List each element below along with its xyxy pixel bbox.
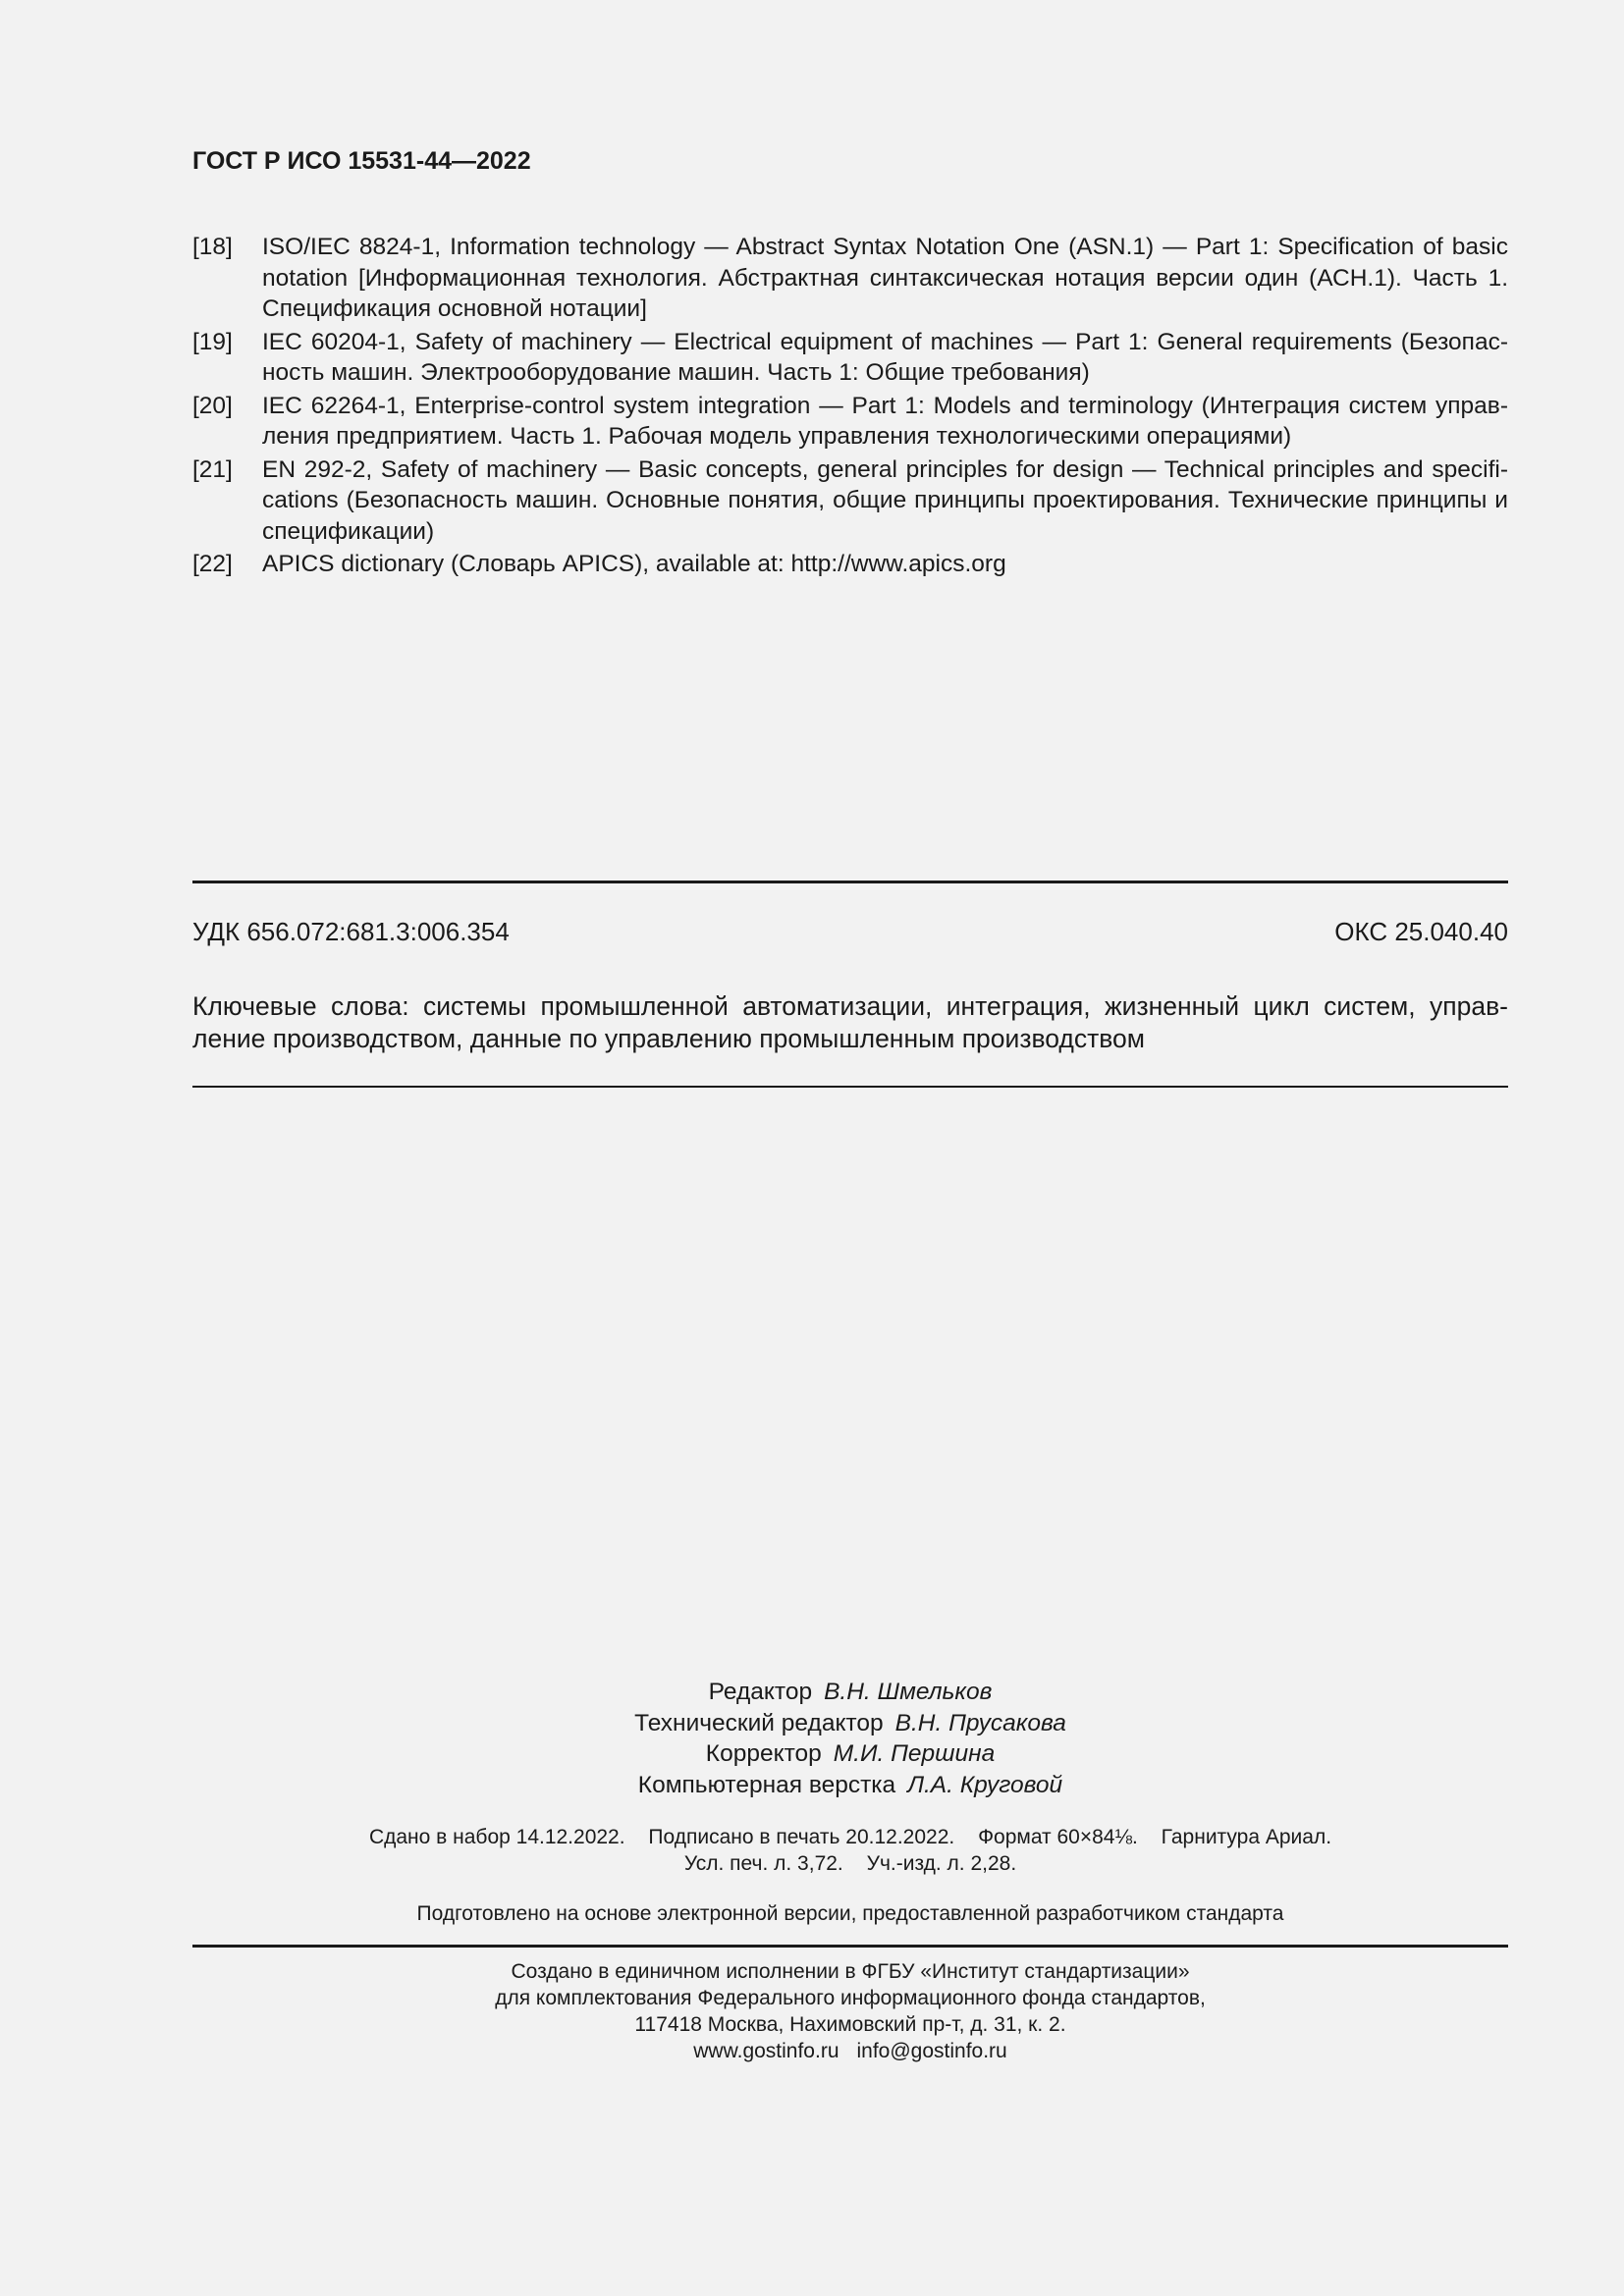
reference-text: IEC 62264-1, Enterprise-control system integration — Part 1: Models and terminology (Интеграция систем управления предприятием. Часть 1. Рабочая модель управления технологическими операциями) [262,392,1508,450]
keywords: Ключевые слова: системы промышленной автоматизации, интеграция, жизненный цикл систем, управление производством, данные по управлению промышленным производством [192,991,1508,1053]
staff-line [192,1677,1508,1708]
oks-code: ОКС 25.040.40 [1334,917,1508,946]
staff-role: Корректор [705,1740,822,1767]
staff-person: М.И. Першина [833,1740,996,1767]
reference-text: EN 292-2, Safety of machinery — Basic concepts, general principles for design — Technical principles and specifications (Безопасность машин. Основные понятия, общие принципы проектирования. Технические принципы и спецификации) [262,455,1508,545]
document-code: ГОСТ Р ИСО 15531-44—2022 [192,147,531,175]
staff-line [192,1738,1508,1770]
email-link[interactable]: info@gostinfo.ru [856,2040,1007,2062]
prepared-note: Подготовлено на основе электронной версии, предоставленной разработчиком стандарта [416,1902,1284,1925]
publisher-address: 117418 Москва, Нахимовский пр-т, д. 31, к. 2. [634,2013,1066,2036]
typeface: Гарнитура Ариал. [1161,1826,1332,1848]
publisher-line: Создано в единичном исполнении в ФГБУ «Институт стандартизации» [511,1960,1190,1983]
publisher-contacts [192,2038,1508,2064]
staff-line [192,1770,1508,1801]
reference-number: [20] [192,392,233,419]
print-details-line [192,1824,1508,1850]
reference-text: APICS dictionary (Словарь APICS), available at: http://www.apics.org [262,551,1006,577]
paper-format: Формат 60×84⅛. [978,1826,1138,1848]
staff-line [192,1708,1508,1739]
reference-number: [22] [192,551,233,577]
reference-item [192,391,1508,453]
reference-item [192,454,1508,548]
submitted-date: Сдано в набор 14.12.2022. [368,1826,625,1848]
reference-text: IEC 60204-1, Safety of machinery — Electrical equipment of machines — Part 1: General requirements (Безопасность машин. Электрооборудование машин. Часть 1: Общие требования) [262,328,1508,386]
staff-person: В.Н. Прусакова [894,1709,1066,1736]
staff-role: Компьютерная верстка [637,1771,896,1798]
print-details-line [192,1850,1508,1877]
publication-sheets: Уч.-изд. л. 2,28. [866,1852,1017,1875]
bibliography-list [192,232,1508,582]
staff-person: Л.А. Круговой [907,1771,1063,1798]
divider-top [192,881,1508,883]
classification-row [192,917,1508,947]
reference-item [192,549,1508,580]
divider-keywords [192,1086,1508,1088]
print-details [192,1824,1508,1877]
publisher-info [192,1958,1508,2064]
staff-credits [192,1677,1508,1800]
divider-bottom [192,1945,1508,1948]
staff-person: В.Н. Шмельков [824,1679,993,1705]
reference-number: [21] [192,455,233,483]
reference-text: ISO/IEC 8824-1, Information technology — Abstract Syntax Notation One (ASN.1) — Part 1: Specification of basic notation [Информационная технология. Абстрактная синтаксическая нотация версии один (АСН.1). Часть 1. Спецификация основной нотации] [262,234,1508,322]
udk-code: УДК 656.072:681.3:006.354 [192,917,510,946]
print-sheets: Усл. печ. л. 3,72. [683,1852,843,1875]
staff-role: Редактор [708,1679,813,1705]
reference-item [192,327,1508,389]
reference-number: [18] [192,234,233,260]
reference-item [192,232,1508,325]
signed-date: Подписано в печать 20.12.2022. [648,1826,955,1848]
reference-number: [19] [192,328,233,355]
staff-role: Технический редактор [634,1709,884,1736]
publisher-line: для комплектования Федерального информационного фонда стандартов, [495,1987,1206,2009]
website-link[interactable]: www.gostinfo.ru [693,2040,839,2062]
